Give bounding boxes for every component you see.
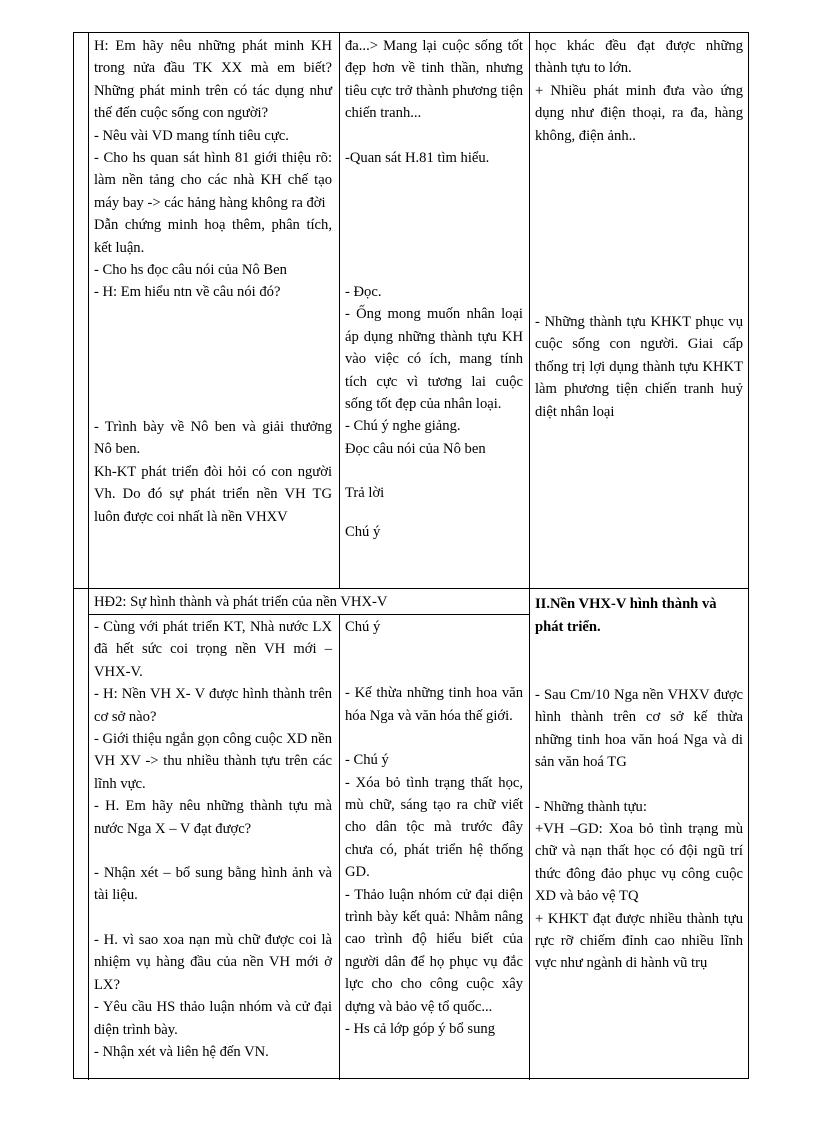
student-activity: - Ống mong muốn nhân loại áp dụng những thành tựu KH vào việc có ích, mang tính tích cực vì tương lai cuộc sống tốt đẹp của nhân loại.: [345, 306, 523, 413]
column-divider: [339, 33, 340, 589]
teacher-activity: - H. vì sao xoa nạn mù chữ được coi là nhiệm vụ hàng đầu của nền VH mới ở LX?: [94, 931, 332, 993]
teacher-activity: - Giới thiệu ngắn gọn công cuộc XD nền VH XV -> thu nhiều thành tựu trên các lĩnh vực.: [94, 731, 332, 792]
column-divider: [529, 33, 530, 1080]
lesson-content: [535, 35, 743, 423]
teacher-activity: H: Em hãy nêu những phát minh KH trong nửa đầu TK XX mà em biết? Những phát minh trên có tác dụng như thế đến cuộc sống con người?: [94, 38, 332, 122]
teacher-activity: Kh-KT phát triển đòi hỏi có con người Vh. Do đó sự phát triển nền VH TG luôn được coi nhất là nền VHXV: [94, 463, 332, 525]
column-divider: [88, 33, 89, 1080]
teacher-activity: - Cho hs đọc câu nói của Nô Ben: [94, 262, 287, 279]
content-item: - Những thành tựu:: [535, 798, 647, 815]
student-activity: - Kế thừa những tinh hoa văn hóa Nga và văn hóa thế giới.: [345, 685, 523, 724]
content-item: +VH –GD: Xoa bỏ tình trạng mù chữ và nạn thất học có đội ngũ trí thức đông đảo phục vụ công cuộc XD và bảo vệ TQ: [535, 821, 743, 905]
student-activity: đa...> Mang lại cuộc sống tốt đẹp hơn về tinh thần, nhưng tiêu cực trở thành phương tiện chiến tranh...: [345, 38, 523, 122]
row-divider: [74, 588, 749, 589]
student-activity: - Đọc.: [345, 284, 382, 301]
teacher-activity: - Cùng với phát triển KT, Nhà nước LX đã hết sức coi trọng nền VH mới –VHX-V.: [94, 619, 332, 680]
content-item: - Sau Cm/10 Nga nền VHXV được hình thành trên cơ sở kế thừa những tinh hoa văn hoá Nga và di sản văn hoá TG: [535, 687, 743, 771]
content-item: + KHKT đạt được nhiều thành tựu rực rỡ chiếm đỉnh cao nhiều lĩnh vực như ngành di hành vũ trụ: [535, 910, 743, 972]
column-divider: [339, 615, 340, 1080]
teacher-activity: - Cho hs quan sát hình 81 giới thiệu rõ: làm nền tảng cho các nhà KH chế tạo máy bay -> các hảng hàng không ra đời: [94, 150, 332, 211]
section-heading: II.Nền VHX-V hình thành và phát triển.: [535, 596, 717, 635]
student-activity: - Chú ý nghe giảng.: [345, 418, 461, 435]
teacher-activity: - Nêu vài VD mang tính tiêu cực.: [94, 127, 289, 144]
teacher-activity: - Nhận xét – bổ sung bằng hình ảnh và tài liệu.: [94, 865, 332, 904]
student-activities: [345, 35, 523, 543]
student-activity: Chú ý: [345, 523, 381, 540]
lesson-content: [535, 684, 743, 975]
student-activity: - Thảo luận nhóm cử đại diện trình bày kết quả: Nhằm nâng cao trình độ hiểu biết của người dân để họ phục vụ đắc lực cho cho công cuộc xây dựng và bảo vệ tổ quốc...: [345, 886, 523, 1015]
teacher-activities: [94, 616, 332, 1063]
teacher-activity: - H. Em hãy nêu những thành tựu mà nước Nga X – V đạt được?: [94, 798, 332, 837]
content-item: - Những thành tựu KHKT phục vụ cuộc sống con người. Giai cấp thống trị lợi dụng thành tựu KHKT làm phương tiện chiến tranh huỷ diệt nhân loại: [535, 314, 743, 420]
student-activity: - Xóa bỏ tình trạng thất học, mù chữ, sáng tạo ra chữ viết cho dân tộc mà trước đây chưa có, phát triển hệ thống GD.: [345, 774, 523, 881]
activity-title: HĐ2: Sự hình thành và phát triển của nền VHX-V: [94, 594, 388, 610]
student-activity: Trả lời: [345, 485, 385, 502]
content-item: + Nhiều phát minh đưa vào ứng dụng như điện thoại, ra đa, hàng không, điện ảnh..: [535, 82, 743, 144]
student-activity: Đọc câu nói của Nô ben: [345, 440, 486, 457]
teacher-activity: - Nhận xét và liên hệ đến VN.: [94, 1043, 269, 1060]
teacher-activity: - Trình bày về Nô ben và giải thưởng Nô ben.: [94, 418, 332, 458]
teacher-activities: [94, 35, 332, 528]
lesson-table: [73, 32, 749, 1079]
student-activity: - Hs cả lớp góp ý bổ sung: [345, 1021, 495, 1038]
teacher-activity: - Yêu cầu HS thảo luận nhóm và cử đại diện trình bày.: [94, 999, 332, 1038]
student-activity: - Chú ý: [345, 752, 389, 769]
teacher-activity: Dẫn chứng minh hoạ thêm, phân tích, kết luận.: [94, 217, 332, 256]
student-activities: [345, 616, 523, 1041]
student-activity: -Quan sát H.81 tìm hiểu.: [345, 149, 490, 166]
content-item: học khác đều đạt được những thành tựu to lớn.: [535, 38, 743, 77]
row-divider: [88, 614, 529, 615]
teacher-activity: - H: Em hiểu ntn về câu nói đó?: [94, 284, 281, 301]
student-activity: Chú ý: [345, 619, 381, 635]
teacher-activity: - H: Nền VH X- V được hình thành trên cơ sở nào?: [94, 686, 332, 725]
